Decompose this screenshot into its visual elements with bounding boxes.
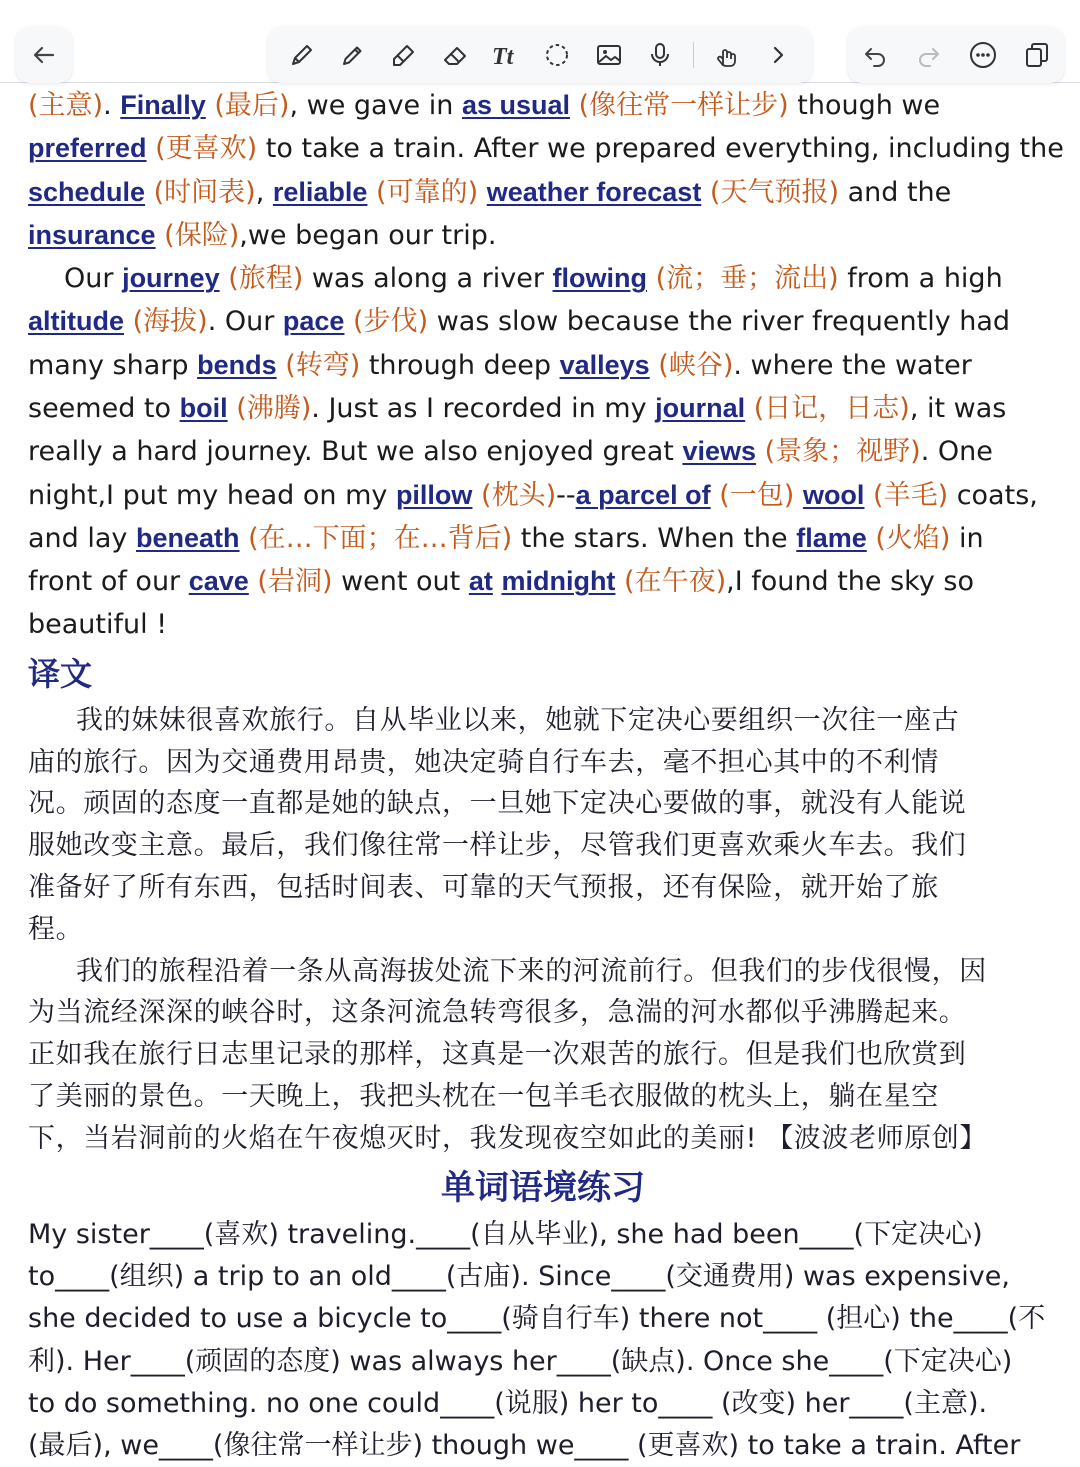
passage-text: was along a river bbox=[303, 263, 553, 295]
passage-text bbox=[472, 480, 481, 511]
passage-text: though we bbox=[788, 90, 941, 121]
text-tool-icon[interactable] bbox=[488, 37, 524, 73]
eraser-icon[interactable] bbox=[437, 37, 473, 73]
vocab-translation: (羊毛) bbox=[873, 479, 949, 511]
passage-text: the stars. When the bbox=[512, 522, 797, 554]
passage-text: many sharp bbox=[28, 349, 198, 381]
passage-text: in bbox=[950, 522, 984, 554]
passage-text bbox=[615, 566, 624, 597]
vocab-word: altitude bbox=[28, 306, 125, 337]
passage-text: -- bbox=[556, 479, 576, 511]
passage-text bbox=[478, 177, 487, 208]
image-icon[interactable] bbox=[591, 37, 627, 73]
toolbar-divider bbox=[693, 42, 694, 68]
vocab-word: insurance bbox=[28, 219, 156, 250]
passage-text: ,we began our trip. bbox=[239, 219, 497, 251]
passage-text: Our bbox=[64, 263, 123, 295]
vocab-word: bends bbox=[197, 349, 277, 380]
exercise-line bbox=[28, 1341, 1058, 1383]
exercise-line bbox=[28, 1425, 1058, 1467]
vocab-translation: (步伐) bbox=[353, 306, 429, 338]
vocab-translation: (最后) bbox=[214, 90, 290, 121]
exercise-line-text: she decided to use a bicycle to____(骑自行车) there not____ (担心) the____(不 bbox=[28, 1303, 1046, 1335]
redo-icon[interactable] bbox=[911, 37, 947, 73]
passage-text bbox=[147, 133, 156, 164]
passage-text bbox=[650, 350, 659, 381]
translation-line-text: 为当流经深深的峡谷时，这条河流急转弯很多，急湍的河水都似乎沸腾起来。 bbox=[28, 997, 967, 1029]
vocab-word: flowing bbox=[552, 263, 648, 294]
vocab-translation: (景象；视野) bbox=[764, 436, 921, 468]
passage-text: from a high bbox=[838, 263, 1003, 295]
passage-text: night,I put my head on my bbox=[28, 479, 396, 511]
vocab-word: preferred bbox=[28, 133, 147, 164]
tool-palette bbox=[268, 27, 812, 83]
vocab-word: pace bbox=[282, 306, 345, 337]
passage-text: and the bbox=[838, 176, 952, 208]
translation-line bbox=[28, 1076, 1058, 1118]
passage-text: really a hard journey. But we also enjoyed great bbox=[28, 436, 683, 468]
passage-line bbox=[28, 517, 1058, 560]
passage-text: , bbox=[255, 176, 273, 208]
exercise-paragraph bbox=[28, 1214, 1058, 1467]
translation-line bbox=[28, 783, 1058, 825]
passage-text: , it was bbox=[909, 393, 1007, 425]
exercise-line-text: to do something. no one could____(说服) her to____ (改变) her____(主意). bbox=[28, 1387, 988, 1419]
passage-text bbox=[156, 220, 165, 251]
passage-text bbox=[228, 393, 237, 424]
vocab-translation: (保险) bbox=[164, 219, 240, 251]
passage-text: through deep bbox=[360, 349, 560, 381]
passage-line bbox=[28, 430, 1058, 473]
vocab-translation: (天气预报) bbox=[709, 176, 839, 208]
translation-paragraph-2 bbox=[28, 951, 1058, 1160]
translation-heading: 译文 bbox=[28, 654, 93, 693]
passage-text: ,I found the sky so bbox=[726, 566, 974, 598]
translation-line-text: 正如我在旅行日志里记录的那样，这真是一次艰苦的旅行。但是我们也欣赏到 bbox=[28, 1039, 967, 1071]
passage-text: . bbox=[103, 90, 121, 121]
vocab-word: boil bbox=[179, 393, 228, 424]
vocab-word: views bbox=[682, 436, 757, 467]
passage-line bbox=[28, 84, 1058, 127]
vocab-translation: (日记，日志) bbox=[753, 393, 910, 425]
microphone-icon[interactable] bbox=[642, 37, 678, 73]
passage-line bbox=[28, 344, 1058, 387]
top-toolbar bbox=[0, 0, 1080, 83]
passage-text: to take a train. After we prepared everything, including the bbox=[257, 133, 1064, 165]
passage-text: , we gave in bbox=[289, 90, 462, 121]
exercise-line-text: 利). Her____(顽固的态度) was always her____(缺点). Once she____(下定决心) bbox=[28, 1345, 1013, 1377]
translation-line bbox=[28, 700, 1058, 742]
highlighter-icon[interactable] bbox=[386, 37, 422, 73]
passage-text bbox=[124, 306, 133, 337]
passage-paragraph-1 bbox=[28, 84, 1064, 257]
vocab-word: a parcel of bbox=[575, 479, 711, 510]
exercise-line bbox=[28, 1256, 1058, 1298]
exercise-line-text: to____(组织) a trip to an old____(古庙). Since____(交通费用) was expensive, bbox=[28, 1260, 1010, 1292]
svg-text:Tt: Tt bbox=[492, 44, 514, 70]
vocab-word: midnight bbox=[501, 566, 616, 597]
vocab-translation: (岩洞) bbox=[257, 566, 333, 598]
passage-text: beautiful ! bbox=[28, 608, 168, 640]
translation-line bbox=[28, 825, 1058, 867]
passage-line bbox=[28, 257, 1058, 300]
translation-line-text: 程。 bbox=[28, 913, 84, 945]
translation-line bbox=[28, 742, 1058, 784]
passage-text: coats, bbox=[948, 479, 1038, 511]
passage-text bbox=[570, 90, 579, 121]
vocab-translation: (更喜欢) bbox=[155, 133, 258, 165]
vocab-word: flame bbox=[796, 522, 867, 553]
vocab-translation: (流；垂；流出) bbox=[655, 263, 839, 295]
translation-line-text: 服她改变主意。最后，我们像往常一样让步，尽管我们更喜欢乘火车去。我们 bbox=[28, 830, 967, 862]
passage-text bbox=[745, 393, 754, 424]
passage-line bbox=[28, 387, 1058, 430]
translation-line bbox=[28, 1034, 1058, 1076]
vocab-word: reliable bbox=[272, 176, 368, 207]
passage-text bbox=[711, 480, 720, 511]
passage-text: . where the water bbox=[733, 349, 972, 381]
translation-line-text: 我们的旅程沿着一条从高海拔处流下来的河流前行。但我们的步伐很慢，因 bbox=[76, 955, 987, 987]
vocab-translation: (主意) bbox=[28, 90, 104, 121]
passage-text bbox=[756, 436, 765, 467]
translation-line-text: 下，当岩洞前的火焰在午夜熄灭时，我发现夜空如此的美丽! 【波波老师原创】 bbox=[28, 1122, 988, 1154]
passage-text bbox=[344, 306, 353, 337]
vocab-word: Finally bbox=[120, 90, 206, 120]
vocab-translation: (沸腾) bbox=[236, 393, 312, 425]
passage-text bbox=[794, 480, 803, 511]
document-page bbox=[28, 84, 1064, 1467]
passage-text bbox=[864, 480, 873, 511]
passage-text: . Just as I recorded in my bbox=[311, 393, 656, 425]
vocab-word: valleys bbox=[559, 349, 650, 380]
vocab-translation: (转弯) bbox=[285, 349, 361, 381]
passage-line bbox=[28, 560, 1058, 603]
document-actions bbox=[848, 27, 1064, 83]
translation-line bbox=[28, 867, 1058, 909]
passage-text bbox=[240, 523, 249, 554]
vocab-translation: (时间表) bbox=[153, 176, 256, 208]
translation-line bbox=[28, 909, 1058, 951]
passage-line bbox=[28, 604, 1058, 646]
passage-text bbox=[277, 350, 286, 381]
passage-paragraph-2 bbox=[28, 257, 1058, 646]
translation-line-text: 庙的旅行。因为交通费用昂贵，她决定骑自行车去，毫不担心其中的不利情 bbox=[28, 746, 939, 778]
passage-text: front of our bbox=[28, 566, 189, 598]
undo-icon[interactable] bbox=[857, 37, 893, 73]
vocab-word: weather forecast bbox=[486, 176, 702, 207]
back-button[interactable] bbox=[16, 27, 72, 83]
more-icon[interactable] bbox=[965, 37, 1001, 73]
vocab-translation: (一包) bbox=[719, 479, 795, 511]
vocab-translation: (海拔) bbox=[132, 306, 208, 338]
vocab-translation: (火焰) bbox=[875, 522, 951, 554]
exercise-line-text: My sister____(喜欢) traveling.____(自从毕业), she had been____(下定决心) bbox=[28, 1218, 983, 1250]
vocab-translation: (枕头) bbox=[481, 479, 557, 511]
passage-line bbox=[28, 474, 1058, 517]
vocab-word: cave bbox=[188, 566, 249, 597]
translation-line bbox=[28, 992, 1058, 1034]
vocab-word: as usual bbox=[461, 90, 571, 120]
exercise-line bbox=[28, 1383, 1058, 1425]
exercise-line bbox=[28, 1298, 1058, 1340]
passage-text: seemed to bbox=[28, 393, 180, 425]
translation-line bbox=[28, 951, 1058, 993]
vocab-translation: (旅程) bbox=[228, 263, 304, 295]
passage-text: . Our bbox=[207, 306, 283, 338]
lasso-icon[interactable] bbox=[539, 37, 575, 73]
vocab-translation: (像往常一样让步) bbox=[578, 90, 789, 121]
passage-line bbox=[28, 214, 1058, 257]
vocab-word: journey bbox=[122, 263, 220, 294]
vocab-word: journal bbox=[655, 393, 746, 424]
exercise-line-text: (最后), we____(像往常一样让步) though we____ (更喜欢) to take a train. After bbox=[28, 1430, 1021, 1462]
translation-paragraph-1 bbox=[28, 700, 1058, 951]
vocab-word: schedule bbox=[28, 176, 146, 207]
passage-line bbox=[28, 127, 1064, 170]
passage-text: was slow because the river frequently had bbox=[428, 306, 1011, 338]
passage-text: went out bbox=[332, 566, 469, 598]
passage-line bbox=[28, 171, 1058, 214]
translation-line-text: 准备好了所有东西，包括时间表、可靠的天气预报，还有保险，就开始了旅 bbox=[28, 872, 939, 904]
passage-text: . One bbox=[920, 436, 993, 468]
passage-text: and lay bbox=[28, 522, 136, 554]
passage-text bbox=[145, 177, 154, 208]
exercise-heading: 单词语境练习 bbox=[441, 1167, 645, 1208]
vocab-word: pillow bbox=[395, 479, 473, 510]
vocab-translation: (可靠的) bbox=[376, 176, 479, 208]
vocab-translation: (峡谷) bbox=[658, 349, 734, 381]
hand-pointer-icon[interactable] bbox=[709, 37, 745, 73]
vocab-translation: (在…下面；在…背后) bbox=[248, 522, 513, 554]
translation-line bbox=[28, 1118, 1058, 1160]
passage-text bbox=[367, 177, 376, 208]
translation-line-text: 我的妹妹很喜欢旅行。自从毕业以来，她就下定决心要组织一次往一座古 bbox=[76, 704, 960, 736]
pencil-icon[interactable] bbox=[335, 37, 371, 73]
passage-text bbox=[220, 263, 229, 294]
vocab-word: at bbox=[468, 566, 493, 597]
translation-line-text: 况。顽固的态度一直都是她的缺点，一旦她下定决心要做的事，就没有人能说 bbox=[28, 788, 967, 820]
vocab-word: beneath bbox=[136, 522, 240, 553]
passage-text bbox=[701, 177, 710, 208]
passage-text bbox=[647, 263, 656, 294]
vocab-translation: (在午夜) bbox=[624, 566, 727, 598]
back-arrow-icon bbox=[26, 37, 62, 73]
exercise-line bbox=[28, 1214, 1058, 1256]
vocab-word: wool bbox=[802, 479, 865, 510]
pen-icon[interactable] bbox=[284, 37, 320, 73]
passage-line bbox=[28, 300, 1058, 343]
translation-line-text: 了美丽的景色。一天晚上，我把头枕在一包羊毛衣服做的枕头上，躺在星空 bbox=[28, 1081, 939, 1113]
pages-icon[interactable] bbox=[1019, 37, 1055, 73]
chevron-right-icon[interactable] bbox=[760, 37, 796, 73]
